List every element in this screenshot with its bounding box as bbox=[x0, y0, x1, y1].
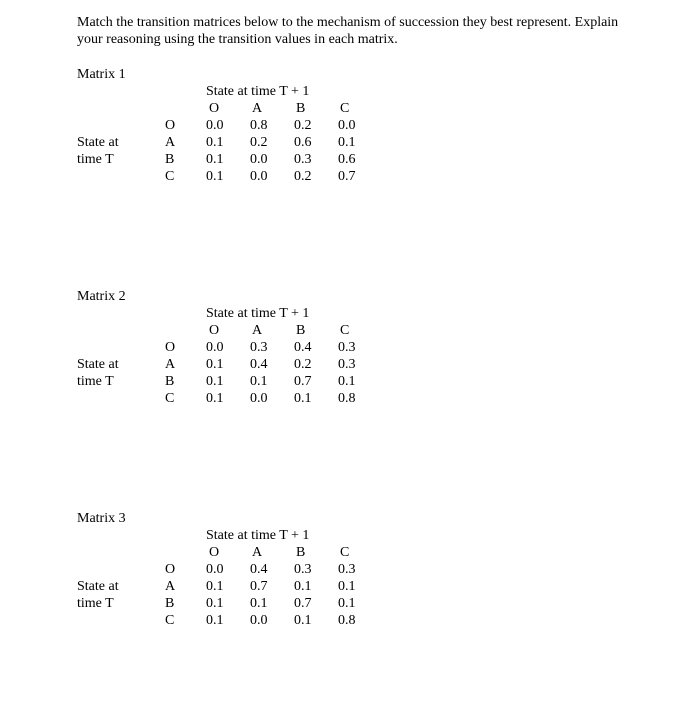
transition-value: 0.6 bbox=[294, 135, 312, 150]
instructions bbox=[77, 14, 667, 48]
transition-value: 0.1 bbox=[250, 374, 268, 389]
transition-value: 0.0 bbox=[250, 391, 268, 406]
column-state-label: A bbox=[252, 545, 263, 560]
transition-value: 0.1 bbox=[294, 613, 312, 628]
row-axis-label: time T bbox=[77, 596, 114, 611]
matrix-3 bbox=[0, 511, 679, 711]
transition-value: 0.3 bbox=[338, 340, 356, 355]
instructions-line-1: Match the transition matrices below to the mechanism of succession they best represent. Explain bbox=[77, 15, 619, 30]
transition-value: 0.4 bbox=[250, 357, 268, 372]
transition-value: 0.1 bbox=[206, 579, 224, 594]
row-state-label: A bbox=[165, 357, 176, 372]
transition-value: 0.0 bbox=[206, 118, 224, 133]
transition-value: 0.8 bbox=[338, 391, 356, 406]
transition-value: 0.2 bbox=[294, 357, 312, 372]
column-header-title: State at time T + 1 bbox=[206, 306, 310, 321]
row-state-label: C bbox=[165, 613, 175, 628]
transition-value: 0.0 bbox=[338, 118, 356, 133]
transition-value: 0.4 bbox=[250, 562, 268, 577]
row-state-label: B bbox=[165, 152, 175, 167]
transition-value: 0.1 bbox=[294, 391, 312, 406]
column-state-label: C bbox=[340, 545, 350, 560]
column-state-label: C bbox=[340, 323, 350, 338]
transition-value: 0.0 bbox=[250, 152, 268, 167]
transition-value: 0.3 bbox=[294, 562, 312, 577]
transition-value: 0.0 bbox=[206, 340, 224, 355]
row-state-label: A bbox=[165, 135, 176, 150]
transition-value: 0.3 bbox=[294, 152, 312, 167]
transition-value: 0.2 bbox=[294, 169, 312, 184]
matrix-1 bbox=[0, 67, 679, 267]
transition-value: 0.1 bbox=[206, 596, 224, 611]
row-axis-label: State at bbox=[77, 135, 119, 150]
matrix-title: Matrix 2 bbox=[77, 289, 126, 304]
transition-value: 0.1 bbox=[338, 135, 356, 150]
column-header-title: State at time T + 1 bbox=[206, 528, 310, 543]
row-axis-label: State at bbox=[77, 357, 119, 372]
transition-value: 0.6 bbox=[338, 152, 356, 167]
column-state-label: A bbox=[252, 323, 263, 338]
matrix-2 bbox=[0, 289, 679, 489]
transition-value: 0.1 bbox=[206, 613, 224, 628]
transition-value: 0.1 bbox=[206, 169, 224, 184]
transition-value: 0.2 bbox=[294, 118, 312, 133]
transition-value: 0.0 bbox=[250, 169, 268, 184]
transition-value: 0.0 bbox=[206, 562, 224, 577]
row-state-label: O bbox=[165, 340, 176, 355]
column-state-label: B bbox=[296, 545, 306, 560]
row-axis-label: time T bbox=[77, 374, 114, 389]
transition-value: 0.7 bbox=[250, 579, 268, 594]
matrix-title: Matrix 1 bbox=[77, 67, 126, 82]
column-state-label: O bbox=[209, 545, 220, 560]
column-state-label: O bbox=[209, 323, 220, 338]
transition-value: 0.3 bbox=[338, 357, 356, 372]
row-state-label: B bbox=[165, 374, 175, 389]
matrix-title: Matrix 3 bbox=[77, 511, 126, 526]
transition-value: 0.1 bbox=[338, 374, 356, 389]
transition-value: 0.1 bbox=[206, 135, 224, 150]
transition-value: 0.7 bbox=[338, 169, 356, 184]
column-header-title: State at time T + 1 bbox=[206, 84, 310, 99]
column-state-label: B bbox=[296, 101, 306, 116]
column-state-label: B bbox=[296, 323, 306, 338]
row-state-label: O bbox=[165, 562, 176, 577]
transition-value: 0.1 bbox=[206, 357, 224, 372]
transition-value: 0.1 bbox=[338, 596, 356, 611]
row-state-label: C bbox=[165, 169, 175, 184]
transition-value: 0.4 bbox=[294, 340, 312, 355]
row-axis-label: time T bbox=[77, 152, 114, 167]
row-state-label: A bbox=[165, 579, 176, 594]
transition-value: 0.3 bbox=[338, 562, 356, 577]
transition-value: 0.1 bbox=[206, 391, 224, 406]
row-state-label: B bbox=[165, 596, 175, 611]
column-state-label: O bbox=[209, 101, 220, 116]
transition-value: 0.1 bbox=[294, 579, 312, 594]
transition-value: 0.8 bbox=[338, 613, 356, 628]
column-state-label: C bbox=[340, 101, 350, 116]
transition-value: 0.1 bbox=[338, 579, 356, 594]
column-state-label: A bbox=[252, 101, 263, 116]
transition-value: 0.2 bbox=[250, 135, 268, 150]
row-axis-label: State at bbox=[77, 579, 119, 594]
row-state-label: C bbox=[165, 391, 175, 406]
transition-value: 0.7 bbox=[294, 596, 312, 611]
instructions-line-2: your reasoning using the transition values in each matrix. bbox=[77, 32, 398, 47]
transition-value: 0.3 bbox=[250, 340, 268, 355]
row-state-label: O bbox=[165, 118, 176, 133]
transition-value: 0.1 bbox=[250, 596, 268, 611]
transition-value: 0.1 bbox=[206, 152, 224, 167]
transition-value: 0.8 bbox=[250, 118, 268, 133]
transition-value: 0.7 bbox=[294, 374, 312, 389]
transition-value: 0.1 bbox=[206, 374, 224, 389]
transition-value: 0.0 bbox=[250, 613, 268, 628]
